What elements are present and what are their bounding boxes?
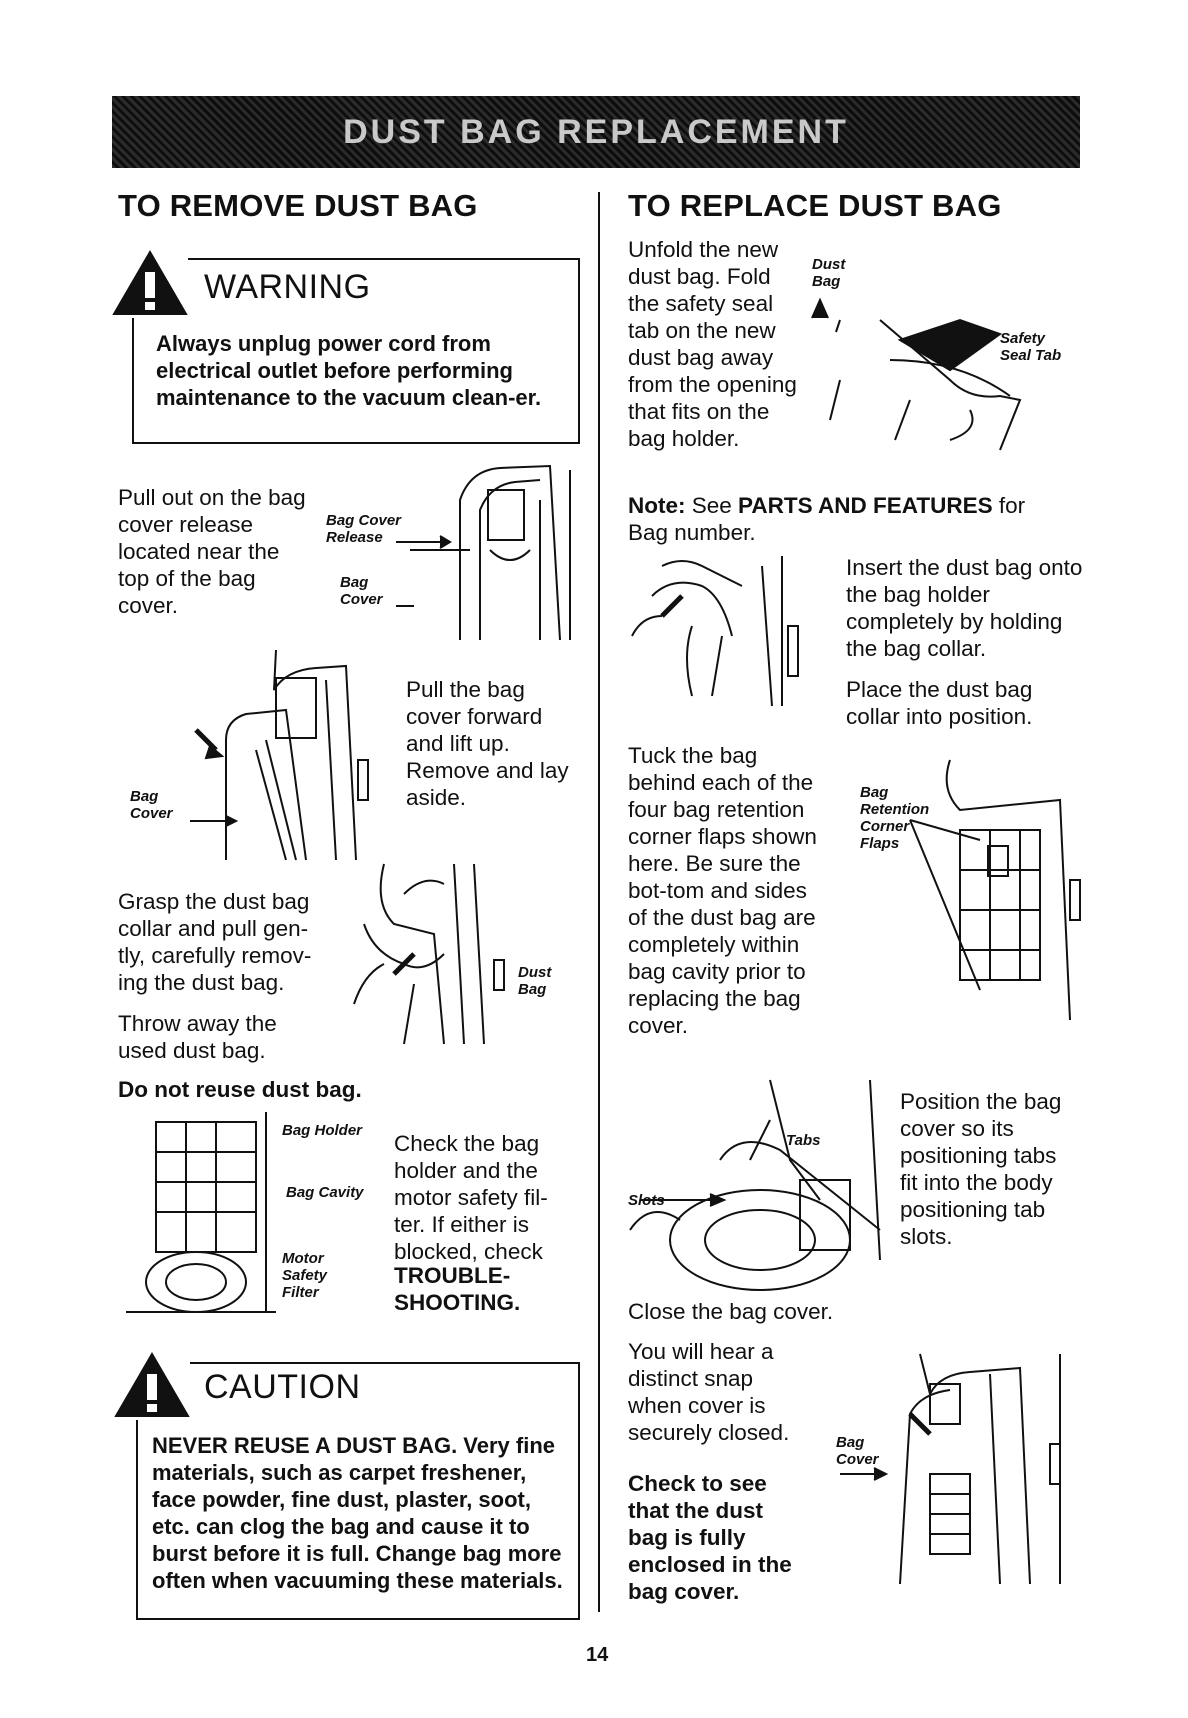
label-bag-cover-3: Bag Cover xyxy=(836,1434,879,1468)
check-enclosed-text: Check to see that the dust bag is fully enclosed in the bag cover. xyxy=(628,1471,792,1604)
warning-icon xyxy=(112,248,188,318)
replace-step4-text: Position the bag cover so its positioning tabs fit into the body positioning tab slots. xyxy=(900,1089,1062,1249)
troubleshooting-ref: TROUBLE-SHOOTING. xyxy=(394,1263,521,1315)
replace-step3-text: Tuck the bag behind each of the four bag retention corner flaps shown here. Be sure the bot-tom and sides of the dust bag are completely within bag cavity prior to replacing the bag cover. xyxy=(628,743,817,1038)
label-bag-cavity: Bag Cavity xyxy=(286,1184,364,1201)
vacuum-cover-lift-illustration xyxy=(186,650,376,860)
remove-step1-text: Pull out on the bag cover release located near the top of the bag cover. xyxy=(118,485,306,618)
replace-step2-text: Insert the dust bag onto the bag holder completely by holding the bag collar. xyxy=(846,555,1083,661)
label-bag-cover-2: Bag Cover xyxy=(130,788,173,822)
caution-title: CAUTION xyxy=(204,1368,361,1406)
note-prefix: Note: xyxy=(628,493,686,518)
label-bag-holder: Bag Holder xyxy=(282,1122,363,1139)
label-bag-cover-1: Bag Cover xyxy=(340,574,383,608)
note-text-1: See xyxy=(685,493,739,518)
label-motor-safety-filter: Motor Safety Filter xyxy=(282,1250,328,1301)
replace-step5-text2: You will hear a distinct snap when cover is securely closed. xyxy=(628,1339,790,1445)
note-text-2: for Bag number. xyxy=(628,493,1026,545)
vacuum-release-illustration xyxy=(440,460,580,640)
replace-step5-text: Close the bag cover. xyxy=(628,1299,834,1324)
insert-bag-illustration xyxy=(622,556,812,706)
label-bag-retention-corner-flaps: Bag Retention Corner Flaps xyxy=(860,784,930,852)
remove-step2-text: Pull the bag cover forward and lift up. Remove and lay aside. xyxy=(406,677,569,810)
release-arrow-icon xyxy=(396,532,456,592)
warning-text: Always unplug power cord from electrical outlet before performing maintenance to the vacuum clean-er. xyxy=(156,331,542,410)
label-safety-seal-tab: Safety Seal Tab xyxy=(1000,330,1062,364)
column-divider xyxy=(598,192,600,1612)
label-tabs: Tabs xyxy=(786,1132,821,1149)
title-banner xyxy=(112,96,1080,168)
retention-flaps-illustration xyxy=(920,760,1090,1020)
replace-step2-text2: Place the dust bag collar into position. xyxy=(846,677,1033,729)
label-bag-cover-release: Bag Cover Release xyxy=(326,512,402,546)
caution-text: NEVER REUSE A DUST BAG. Very fine materials, such as carpet freshener, face powder, fine dust, plaster, soot, etc. can clog the bag and cause it to burst before it is full. Change bag more often when vacuuming these materials. xyxy=(152,1433,563,1593)
bag-holder-cavity-illustration xyxy=(126,1112,276,1312)
remove-step4-text: Check the bag holder and the motor safety fil-ter. If either is blocked, check xyxy=(394,1131,548,1264)
parts-and-features-ref: PARTS AND FEATURES xyxy=(738,493,993,518)
label-dust-bag-1: Dust Bag xyxy=(518,964,552,998)
warning-title: WARNING xyxy=(204,268,371,306)
note-text xyxy=(628,492,1068,546)
dust-bag-removal-illustration xyxy=(344,864,514,1044)
caution-icon xyxy=(114,1350,190,1420)
label-dust-bag-2: Dust Bag xyxy=(812,256,846,290)
replace-heading: TO REPLACE DUST BAG xyxy=(628,188,1002,223)
no-reuse-text: Do not reuse dust bag. xyxy=(118,1077,362,1102)
remove-step3-text: Grasp the dust bag collar and pull gen-tly, carefully remov-ing the dust bag. xyxy=(118,889,312,995)
remove-heading: TO REMOVE DUST BAG xyxy=(118,188,478,223)
label-slots: Slots xyxy=(628,1192,665,1209)
remove-step3-text2: Throw away the used dust bag. xyxy=(118,1011,277,1063)
safety-seal-tab-illustration xyxy=(800,300,1030,450)
page-number: 14 xyxy=(586,1644,609,1666)
positioning-tabs-illustration xyxy=(620,1080,910,1300)
page-title: DUST BAG REPLACEMENT xyxy=(343,112,849,151)
cover-arrow-icon xyxy=(190,814,240,828)
replace-step1-text: Unfold the new dust bag. Fold the safety seal tab on the new dust bag away from the opening that fits on the bag holder. xyxy=(628,237,797,451)
closed-cover-illustration xyxy=(890,1354,1070,1584)
